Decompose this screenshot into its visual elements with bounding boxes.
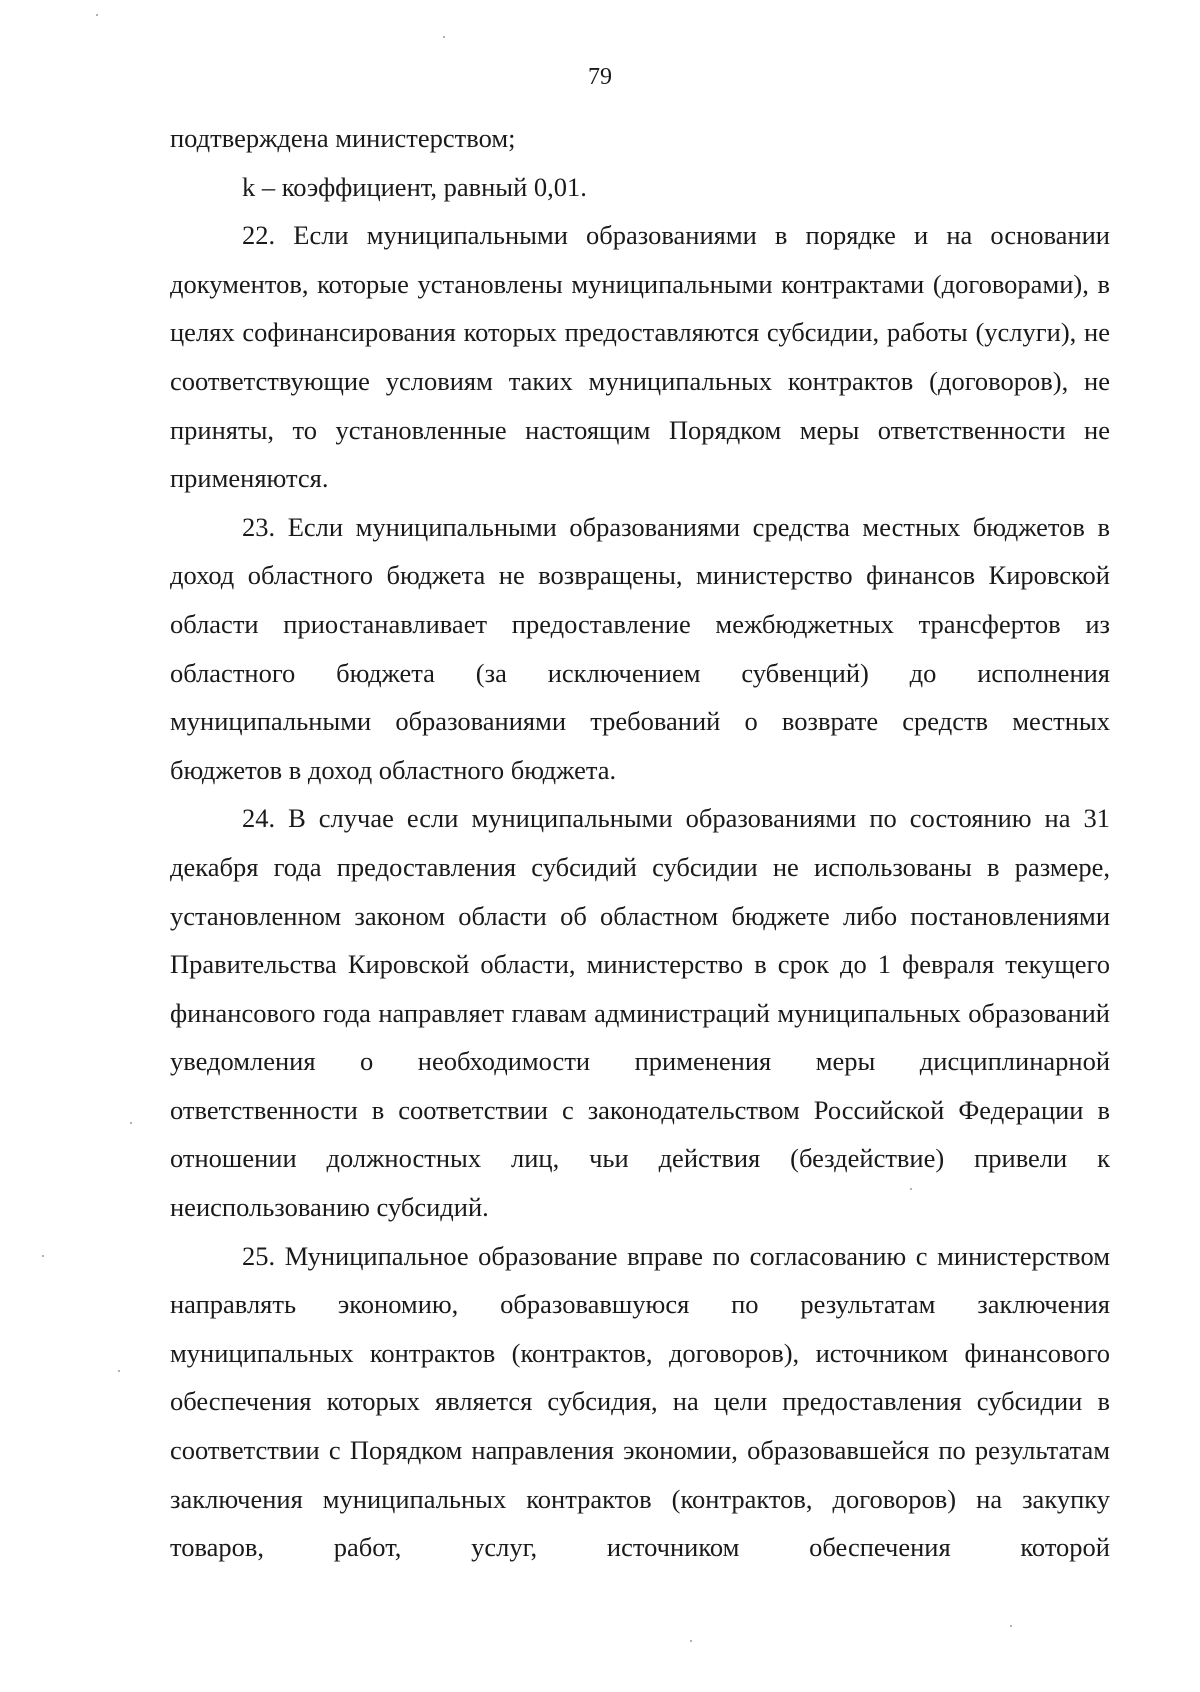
scan-speck — [130, 1122, 132, 1124]
scan-speck — [96, 14, 98, 16]
scan-speck — [910, 1188, 912, 1190]
page-number: 79 — [588, 64, 612, 90]
paragraph-25: 25. Муниципальное образование вправе по согласованию с министерством направлять экономию, образовавшуюся по результатам заключения муниципальных контрактов (контрактов, договоров), источником финансового обеспечения которых является субсидия, на цели предоставления субсидии в соответствии с Порядком направления экономии, образовавшейся по результатам заключения муниципальных контрактов (контрактов, договоров) на закупку товаров, работ, услуг, источником обеспечения которой — [170, 1240, 1110, 1563]
document-body — [170, 114, 1110, 1572]
paragraph-24: 24. В случае если муниципальными образованиями по состоянию на 31 декабря года предоставления субсидий субсидии не использованы в размере, установленном законом области об областном бюджете либо постановлениями Правительства Кировской области, министерство в срок до 1 февраля текущего финансового года направляет главам администраций муниципальных образований уведомления о необходимости применения меры дисциплинарной ответственности в соответствии с законодательством Российской Федерации в отношении должностных лиц, чьи действия (бездействие) привели к неиспользованию субсидий. — [170, 803, 1110, 1223]
paragraph-22: 22. Если муниципальными образованиями в порядке и на основании документов, которые установлены муниципальными контрактами (договорами), в целях софинансирования которых предоставляются субсидии, работы (услуги), не соответствующие условиям таких муниципальных контрактов (договоров), не приняты, то установленные настоящим Порядком меры ответственности не применяются. — [170, 220, 1110, 494]
scan-speck — [118, 1370, 120, 1372]
paragraph-coefficient-definition: k – коэффициент, равный 0,01. — [242, 171, 587, 202]
paragraph-continuation: подтверждена министерством; — [170, 123, 516, 153]
scan-speck — [42, 1255, 44, 1257]
scan-speck — [1010, 1625, 1012, 1627]
scan-speck — [443, 36, 445, 38]
paragraph-23: 23. Если муниципальными образованиями средства местных бюджетов в доход областного бюджета не возвращены, министерство финансов Кировской области приостанавливает предоставление межбюджетных трансфертов из областного бюджета (за исключением субвенций) до исполнения муниципальными образованиями требований о возврате средств местных бюджетов в доход областного бюджета. — [170, 511, 1110, 785]
scan-speck — [690, 1640, 692, 1642]
